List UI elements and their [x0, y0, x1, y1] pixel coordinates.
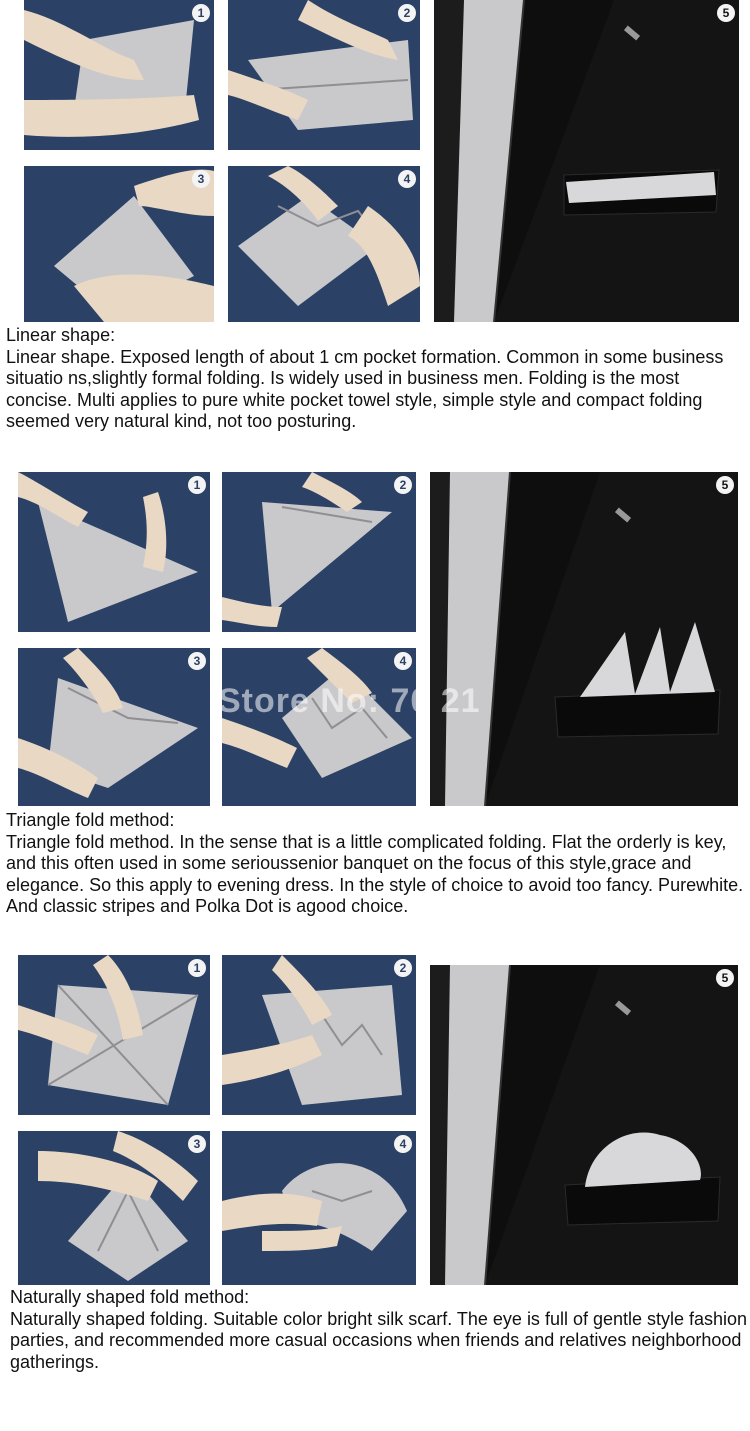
- result-suit-panel: [430, 965, 738, 1285]
- section-description: [6, 325, 744, 433]
- step-panel-3: [18, 648, 210, 806]
- step-number-badge: 3: [188, 652, 206, 670]
- step-panel-4: [228, 166, 420, 322]
- step-number-badge: 4: [394, 652, 412, 670]
- fold-illustration: [222, 648, 416, 806]
- section-linear-shape: [0, 0, 750, 460]
- step-number-badge: 4: [394, 1135, 412, 1153]
- fold-illustration: [18, 648, 210, 806]
- fold-illustration: [228, 166, 420, 322]
- fold-illustration: [222, 955, 416, 1115]
- step-number-badge: 5: [716, 476, 734, 494]
- step-number-badge: 2: [394, 476, 412, 494]
- section-title: Linear shape:: [6, 325, 116, 345]
- section-description: [10, 1287, 748, 1373]
- fold-illustration: [24, 166, 214, 322]
- fold-illustration: [24, 0, 214, 150]
- step-panel-4: [222, 648, 416, 806]
- fold-illustration: [222, 472, 416, 632]
- section-title: Triangle fold method:: [6, 810, 175, 830]
- section-body-text: Triangle fold method. In the sense that is a little complicated folding. Flat the orderly is key, and this often used in some serioussenior banquet on the focus of this style,grace and elegance. So this apply to evening dress. In the style of choice to avoid too fancy. Purewhite. And classic stripes and Polka Dot is agood choice.: [6, 831, 744, 916]
- section-body-text: Naturally shaped folding. Suitable color bright silk scarf. The eye is full of gentle style fashion parties, and recommended more casual occasions when friends and relatives neighborhood gatherings.: [10, 1308, 748, 1372]
- step-number-badge: 1: [188, 959, 206, 977]
- step-panel-2: [222, 472, 416, 632]
- step-number-badge: 5: [717, 4, 735, 22]
- section-title: Naturally shaped fold method:: [10, 1287, 250, 1307]
- step-number-badge: 3: [192, 170, 210, 188]
- fold-illustration: [18, 1131, 210, 1285]
- step-panel-4: [222, 1131, 416, 1285]
- step-number-badge: 2: [398, 4, 416, 22]
- step-panel-2: [222, 955, 416, 1115]
- step-panel-1: [24, 0, 214, 150]
- suit-illustration: [430, 472, 738, 806]
- step-number-badge: 1: [188, 476, 206, 494]
- section-body-text: Linear shape. Exposed length of about 1 cm pocket formation. Common in some business situatio ns,slightly formal folding. Is widely used in business men. Folding is the most concise. Multi applies to pure white pocket towel style, simple style and compact folding seemed very natural kind, not too posturing.: [6, 346, 724, 431]
- step-number-badge: 1: [192, 4, 210, 22]
- suit-illustration: [430, 965, 738, 1285]
- step-number-badge: 2: [394, 959, 412, 977]
- fold-illustration: [18, 955, 210, 1115]
- result-suit-panel: [430, 472, 738, 806]
- step-panel-1: [18, 472, 210, 632]
- step-panel-3: [24, 166, 214, 322]
- result-suit-panel: [434, 0, 739, 322]
- step-number-badge: 5: [716, 969, 734, 987]
- fold-illustration: [228, 0, 420, 150]
- step-panel-1: [18, 955, 210, 1115]
- suit-illustration: [434, 0, 739, 322]
- store-watermark: Store No: 70 21: [218, 682, 481, 720]
- step-number-badge: 3: [188, 1135, 206, 1153]
- step-panel-3: [18, 1131, 210, 1285]
- step-panel-2: [228, 0, 420, 150]
- fold-illustration: [222, 1131, 416, 1285]
- fold-illustration: [18, 472, 210, 632]
- step-number-badge: 4: [398, 170, 416, 188]
- section-description: [6, 810, 744, 918]
- section-naturally-shaped-fold: [0, 955, 750, 1405]
